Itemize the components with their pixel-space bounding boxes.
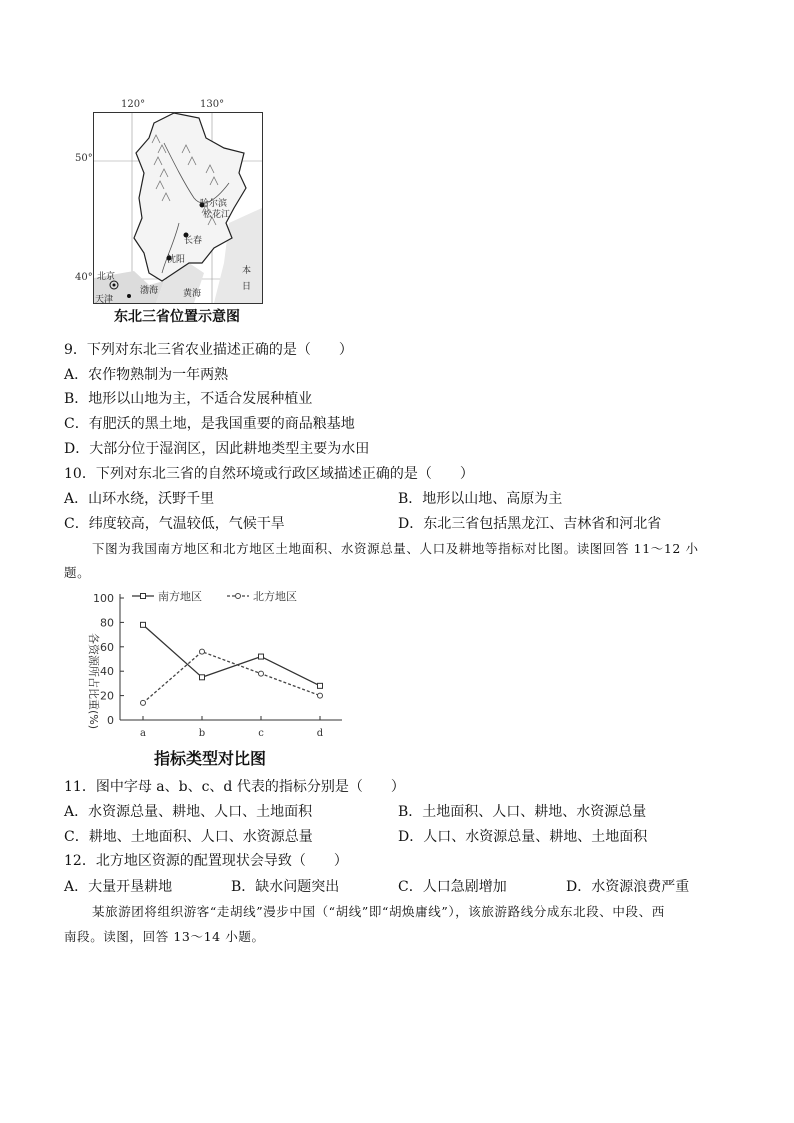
series-point	[141, 700, 146, 705]
legend-label: 南方地区	[158, 590, 202, 603]
chart-y-tick-label: 80	[100, 616, 114, 630]
legend-label: 北方地区	[253, 590, 297, 603]
q12-option-d: D．水资源浪费严重	[566, 879, 690, 895]
map-drawing	[94, 113, 262, 303]
label-beijing: 北京	[97, 272, 116, 282]
q10-option-d: D．东北三省包括黑龙江、吉林省和河北省	[398, 516, 662, 532]
tianjin-marker	[127, 294, 131, 298]
label-japan-bottom: 日	[242, 282, 252, 292]
series-point	[259, 654, 264, 659]
chart-y-tick-label: 40	[100, 665, 114, 679]
series-point	[318, 693, 323, 698]
q11-option-b: B．土地面积、人口、耕地、水资源总量	[398, 804, 647, 820]
legend-marker	[141, 594, 146, 599]
series-line-1	[143, 625, 320, 686]
legend-marker	[236, 594, 241, 599]
chart-x-tick-label: a	[140, 728, 146, 739]
q10-stem: 10．下列对东北三省的自然环境或行政区域描述正确的是（ ）	[64, 466, 474, 482]
chart-x-tick-label: b	[198, 728, 206, 739]
series-line-2	[143, 652, 320, 703]
chart-series	[141, 622, 323, 705]
q11-option-a: A．水资源总量、耕地、人口、土地面积	[64, 804, 313, 820]
q12-stem: 12．北方地区资源的配置现状会导致（ ）	[64, 853, 348, 869]
label-bohai: 渤海	[140, 286, 159, 296]
intro-13-14-line2: 南段。读图，回答 13～14 小题。	[64, 929, 265, 944]
label-changchun: 长春	[184, 236, 203, 246]
chart-legend	[132, 589, 297, 603]
chart-y-tick-label: 20	[100, 689, 114, 703]
q10-option-a: A．山环水绕，沃野千里	[64, 491, 215, 507]
intro-11-12-line1: 下图为我国南方地区和北方地区土地面积、水资源总量、人口及耕地等指标对比图。读图回答 11～12 小	[92, 541, 699, 556]
q9-option-a: A．农作物熟制为一年两熟	[64, 367, 229, 383]
map-caption: 东北三省位置示意图	[114, 309, 240, 325]
q11-option-c: C．耕地、土地面积、人口、水资源总量	[64, 829, 313, 845]
label-japan-top: 本	[242, 266, 252, 276]
chart-x-tick-label: d	[316, 728, 324, 739]
intro-11-12-line2: 题。	[64, 565, 91, 580]
label-huanghai: 黄海	[183, 289, 202, 299]
chart-y-tick-label: 0	[107, 714, 114, 727]
label-tianjin: 天津	[95, 295, 114, 305]
lon-label-130: 130°	[200, 99, 225, 110]
q12-option-b: B．缺水问题突出	[231, 879, 340, 895]
label-harbin: 哈尔滨	[200, 199, 228, 209]
q9-option-c: C．有肥沃的黑土地，是我国重要的商品粮基地	[64, 416, 355, 432]
chart-y-tick-label: 60	[100, 640, 114, 654]
label-songhua-river: 松花江	[203, 210, 231, 220]
q9-option-d: D．大部分位于湿润区，因此耕地类型主要为水田	[64, 441, 370, 457]
q10-option-c: C．纬度较高，气温较低，气候干旱	[64, 516, 285, 532]
q10-option-b: B．地形以山地、高原为主	[398, 491, 563, 507]
series-point	[200, 649, 205, 654]
label-shenyang: 沈阳	[167, 255, 186, 265]
series-point	[259, 671, 264, 676]
q11-stem: 11．图中字母 a、b、c、d 代表的指标分别是（ ）	[64, 779, 405, 795]
chart-title: 指标类型对比图	[153, 749, 267, 768]
chart-axes	[93, 592, 342, 739]
q12-option-a: A．大量开垦耕地	[64, 879, 173, 895]
lat-label-50: 50°	[75, 153, 93, 164]
indicator-comparison-chart	[80, 586, 360, 771]
q9-stem: 9．下列对东北三省农业描述正确的是（ ）	[64, 342, 353, 358]
lat-label-40: 40°	[75, 272, 93, 283]
lon-label-120: 120°	[121, 99, 146, 110]
intro-13-14-line1: 某旅游团将组织游客“走胡线”漫步中国（“胡线”即“胡焕庸线”），该旅游路线分成东北段、中段、西	[92, 904, 665, 919]
series-point	[318, 683, 323, 688]
q12-option-c: C．人口急剧增加	[398, 879, 507, 895]
q11-option-d: D．人口、水资源总量、耕地、土地面积	[398, 829, 648, 845]
q9-option-b: B．地形以山地为主，不适合发展种植业	[64, 391, 313, 407]
chart-y-tick-label: 100	[93, 592, 114, 605]
series-point	[200, 675, 205, 680]
series-point	[141, 622, 146, 627]
chart-ylabel: 各资源所占比重(%)	[87, 632, 100, 730]
northeast-map	[93, 112, 263, 304]
chart-x-tick-label: c	[258, 728, 264, 739]
